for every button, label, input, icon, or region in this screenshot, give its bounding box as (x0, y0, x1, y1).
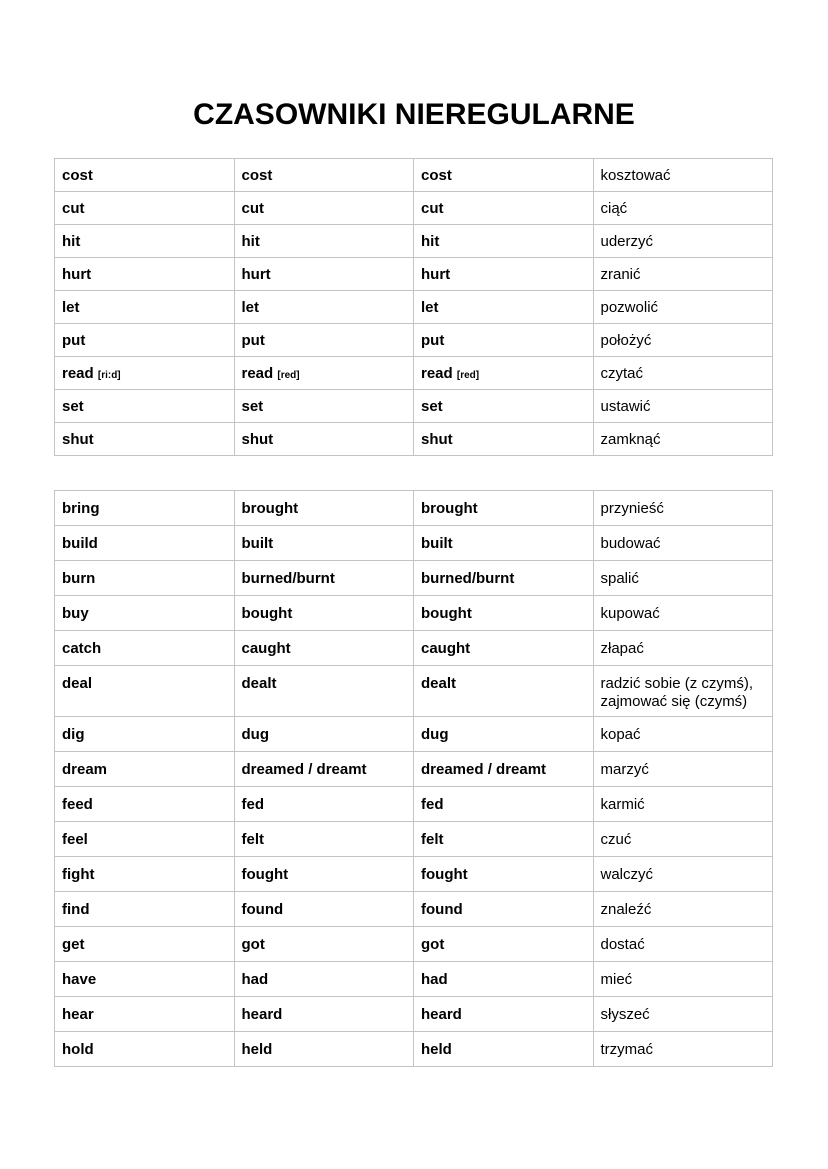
verb-participle-cell (414, 526, 594, 561)
verb-translation-text: mieć (600, 971, 633, 988)
verb-base-text: cost (62, 167, 93, 184)
table-row (55, 561, 773, 596)
verb-participle-cell (414, 423, 594, 456)
table-row (55, 892, 773, 927)
verb-base-cell (55, 997, 235, 1032)
verb-past-text: shut (241, 431, 274, 448)
table-row (55, 159, 773, 192)
verb-base-text: shut (62, 431, 94, 448)
verb-past-text: got (241, 936, 265, 953)
verb-past-cell (234, 666, 414, 717)
verb-past-cell (234, 631, 414, 666)
verb-base-cell (55, 596, 235, 631)
verb-translation-text: spalić (600, 570, 639, 587)
page-title: CZASOWNIKI NIEREGULARNE (193, 98, 635, 131)
verb-translation-text: budować (600, 535, 661, 552)
verb-translation-cell (593, 192, 773, 225)
verb-translation-text: położyć (600, 332, 652, 349)
verb-base-cell (55, 258, 235, 291)
verb-past-cell (234, 596, 414, 631)
verb-base-cell (55, 225, 235, 258)
table-row (55, 291, 773, 324)
verb-base-text: feel (62, 831, 88, 848)
verb-translation-cell (593, 631, 773, 666)
verb-table-1 (54, 158, 773, 456)
verb-translation-cell (593, 787, 773, 822)
verb-past-text: cut (241, 200, 264, 217)
verb-translation-text: uderzyć (600, 233, 654, 250)
verb-translation-text: kopać (600, 726, 641, 743)
verb-base-text: dig (62, 726, 85, 743)
verb-participle-text: fought (421, 866, 468, 883)
verb-participle-cell (414, 822, 594, 857)
verb-participle-text: fed (421, 796, 444, 813)
verb-base-text: feed (62, 796, 93, 813)
verb-participle-cell (414, 258, 594, 291)
verb-participle-cell (414, 631, 594, 666)
table-row (55, 258, 773, 291)
verb-base-text: have (62, 971, 97, 988)
verb-base-cell (55, 822, 235, 857)
verb-participle-cell (414, 892, 594, 927)
verb-base-cell (55, 787, 235, 822)
verb-participle-text: dug (421, 726, 449, 743)
verb-translation-text: zranić (600, 266, 641, 283)
verb-translation-text: ciąć (600, 200, 628, 217)
verb-translation-cell (593, 857, 773, 892)
verb-translation-text: czytać (600, 365, 644, 382)
verb-translation-text: kosztować (600, 167, 671, 184)
verb-base-cell (55, 291, 235, 324)
table-row (55, 717, 773, 752)
verb-translation-cell (593, 526, 773, 561)
verb-past-text: let (241, 299, 260, 316)
verb-past-text: heard (241, 1006, 283, 1023)
verb-translation-cell (593, 324, 773, 357)
verb-base-cell (55, 962, 235, 997)
verb-past-cell (234, 291, 414, 324)
verb-base-cell (55, 631, 235, 666)
verb-translation-text: dostać (600, 936, 645, 953)
verb-base-cell (55, 423, 235, 456)
verb-past-cell (234, 962, 414, 997)
verb-translation-cell (593, 927, 773, 962)
verb-past-cell (234, 857, 414, 892)
verb-translation-text: trzymać (600, 1041, 653, 1058)
verb-base-text: read (62, 365, 94, 382)
verb-translation-text: złapać (600, 640, 644, 657)
verb-participle-cell (414, 324, 594, 357)
verb-base-text: catch (62, 640, 102, 657)
table-row (55, 787, 773, 822)
verb-participle-cell (414, 927, 594, 962)
verb-past-cell (234, 159, 414, 192)
verb-participle-cell (414, 962, 594, 997)
verb-base-text: find (62, 901, 90, 918)
verb-past-text: dreamed / dreamt (241, 761, 367, 778)
verb-table-2 (54, 490, 773, 1067)
verb-participle-cell (414, 752, 594, 787)
verb-past-text: caught (241, 640, 291, 657)
verb-participle-text: held (421, 1041, 452, 1058)
table-row (55, 526, 773, 561)
verb-translation-cell (593, 225, 773, 258)
table-row (55, 631, 773, 666)
pronunciation-text: [red] (456, 370, 480, 381)
verb-past-cell (234, 822, 414, 857)
verb-past-text: read (241, 365, 274, 382)
verb-translation-cell (593, 962, 773, 997)
verb-base-cell (55, 390, 235, 423)
verb-translation-cell (593, 717, 773, 752)
verb-participle-text: shut (421, 431, 453, 448)
verb-participle-cell (414, 357, 594, 390)
table-row (55, 857, 773, 892)
verb-participle-text: dreamed / dreamt (421, 761, 547, 778)
table-row (55, 491, 773, 526)
verb-translation-cell (593, 258, 773, 291)
verb-base-text: hit (62, 233, 81, 250)
verb-translation-cell (593, 822, 773, 857)
verb-participle-text: had (421, 971, 448, 988)
verb-participle-text: bought (421, 605, 472, 622)
table-row (55, 225, 773, 258)
table-row (55, 423, 773, 456)
verb-participle-text: set (421, 398, 443, 415)
verb-translation-text: znaleźć (600, 901, 652, 918)
verb-base-text: buy (62, 605, 89, 622)
verb-past-cell (234, 192, 414, 225)
verb-past-cell (234, 561, 414, 596)
verb-translation-cell (593, 491, 773, 526)
verb-base-cell (55, 324, 235, 357)
verb-participle-text: dealt (421, 675, 457, 692)
verb-translation-cell (593, 291, 773, 324)
table-row (55, 962, 773, 997)
verb-past-text: hurt (241, 266, 271, 283)
table-row (55, 596, 773, 631)
verb-translation-text: przynieść (600, 500, 664, 517)
verb-participle-cell (414, 666, 594, 717)
verb-participle-cell (414, 1032, 594, 1067)
verb-base-text: put (62, 332, 86, 349)
verb-past-text: brought (241, 500, 299, 517)
verb-translation-text: słyszeć (600, 1006, 650, 1023)
verb-participle-cell (414, 225, 594, 258)
verb-translation-cell (593, 596, 773, 631)
verb-base-cell (55, 717, 235, 752)
verb-participle-cell (414, 596, 594, 631)
verb-base-cell (55, 357, 235, 390)
verb-participle-cell (414, 561, 594, 596)
verb-past-text: held (241, 1041, 273, 1058)
verb-base-text: get (62, 936, 85, 953)
verb-past-cell (234, 423, 414, 456)
verb-participle-text: caught (421, 640, 471, 657)
verb-base-cell (55, 857, 235, 892)
verb-participle-text: burned/burnt (421, 570, 515, 587)
verb-translation-text: pozwolić (600, 299, 659, 316)
verb-past-cell (234, 752, 414, 787)
verb-participle-cell (414, 291, 594, 324)
verb-base-cell (55, 561, 235, 596)
verb-translation-cell (593, 561, 773, 596)
verb-participle-text: hurt (421, 266, 451, 283)
verb-translation-text: ustawić (600, 398, 651, 415)
verb-participle-text: found (421, 901, 463, 918)
verb-translation-text: karmić (600, 796, 645, 813)
verb-participle-text: built (421, 535, 453, 552)
verb-base-text: build (62, 535, 98, 552)
verb-past-text: dealt (241, 675, 277, 692)
table-row (55, 666, 773, 717)
table-row (55, 192, 773, 225)
verb-base-cell (55, 526, 235, 561)
verb-participle-text: let (421, 299, 439, 316)
verb-participle-cell (414, 159, 594, 192)
table-row (55, 357, 773, 390)
pronunciation-text: [red] (277, 370, 300, 381)
verb-past-text: felt (241, 831, 264, 848)
verb-participle-cell (414, 857, 594, 892)
verb-participle-text: got (421, 936, 445, 953)
table-row (55, 752, 773, 787)
verb-base-text: set (62, 398, 84, 415)
verb-base-text: cut (62, 200, 85, 217)
verb-base-text: hold (62, 1041, 94, 1058)
verb-base-cell (55, 192, 235, 225)
verb-participle-text: cut (421, 200, 444, 217)
verb-past-text: bought (241, 605, 293, 622)
pronunciation-text: [ri:d] (97, 370, 121, 381)
verb-base-cell (55, 752, 235, 787)
verb-past-cell (234, 491, 414, 526)
verb-translation-cell (593, 666, 773, 717)
verb-base-text: fight (62, 866, 95, 883)
verb-past-text: set (241, 398, 264, 415)
table-row (55, 324, 773, 357)
verb-participle-cell (414, 491, 594, 526)
verb-participle-cell (414, 390, 594, 423)
table-row (55, 1032, 773, 1067)
verb-past-cell (234, 787, 414, 822)
verb-translation-cell (593, 159, 773, 192)
verb-past-text: found (241, 901, 284, 918)
verb-translation-text: radzić sobie (z czymś), zajmować się (czymś) (600, 675, 754, 710)
table-row (55, 927, 773, 962)
verb-past-text: put (241, 332, 265, 349)
verb-translation-cell (593, 357, 773, 390)
verb-participle-text: cost (421, 167, 452, 184)
verb-past-cell (234, 225, 414, 258)
verb-participle-text: heard (421, 1006, 462, 1023)
verb-past-cell (234, 357, 414, 390)
table-row (55, 390, 773, 423)
verb-base-cell (55, 666, 235, 717)
verb-past-cell (234, 997, 414, 1032)
verb-base-text: burn (62, 570, 96, 587)
verb-past-cell (234, 927, 414, 962)
verb-participle-text: put (421, 332, 445, 349)
verb-translation-text: czuć (600, 831, 632, 848)
verb-base-text: deal (62, 675, 93, 692)
verb-past-cell (234, 1032, 414, 1067)
verb-past-text: had (241, 971, 269, 988)
verb-base-text: bring (62, 500, 100, 517)
verb-past-cell (234, 526, 414, 561)
verb-past-text: built (241, 535, 274, 552)
verb-translation-text: kupować (600, 605, 660, 622)
verb-translation-cell (593, 423, 773, 456)
verb-past-text: fought (241, 866, 289, 883)
table-row (55, 822, 773, 857)
verb-base-cell (55, 491, 235, 526)
verb-base-text: hear (62, 1006, 94, 1023)
verb-translation-cell (593, 390, 773, 423)
verb-base-text: hurt (62, 266, 92, 283)
table-row (55, 997, 773, 1032)
verb-past-text: fed (241, 796, 264, 813)
verb-past-text: dug (241, 726, 269, 743)
verb-base-cell (55, 892, 235, 927)
verb-past-cell (234, 390, 414, 423)
verb-translation-text: walczyć (600, 866, 654, 883)
verb-past-text: burned/burnt (241, 570, 335, 587)
verb-past-cell (234, 892, 414, 927)
verb-past-cell (234, 258, 414, 291)
verb-participle-text: felt (421, 831, 444, 848)
verb-base-cell (55, 159, 235, 192)
verb-translation-cell (593, 892, 773, 927)
verb-participle-text: brought (421, 500, 478, 517)
verb-participle-text: read (421, 365, 453, 382)
verb-past-cell (234, 324, 414, 357)
verb-participle-text: hit (421, 233, 440, 250)
verb-participle-cell (414, 192, 594, 225)
verb-translation-text: zamknąć (600, 431, 661, 448)
verb-base-text: dream (62, 761, 108, 778)
verb-participle-cell (414, 997, 594, 1032)
verb-past-text: hit (241, 233, 260, 250)
verb-translation-cell (593, 752, 773, 787)
verb-past-text: cost (241, 167, 273, 184)
verb-translation-cell (593, 997, 773, 1032)
verb-participle-cell (414, 787, 594, 822)
verb-base-text: let (62, 299, 80, 316)
verb-base-cell (55, 927, 235, 962)
verb-past-cell (234, 717, 414, 752)
verb-translation-cell (593, 1032, 773, 1067)
verb-translation-text: marzyć (600, 761, 649, 778)
verb-participle-cell (414, 717, 594, 752)
verb-base-cell (55, 1032, 235, 1067)
